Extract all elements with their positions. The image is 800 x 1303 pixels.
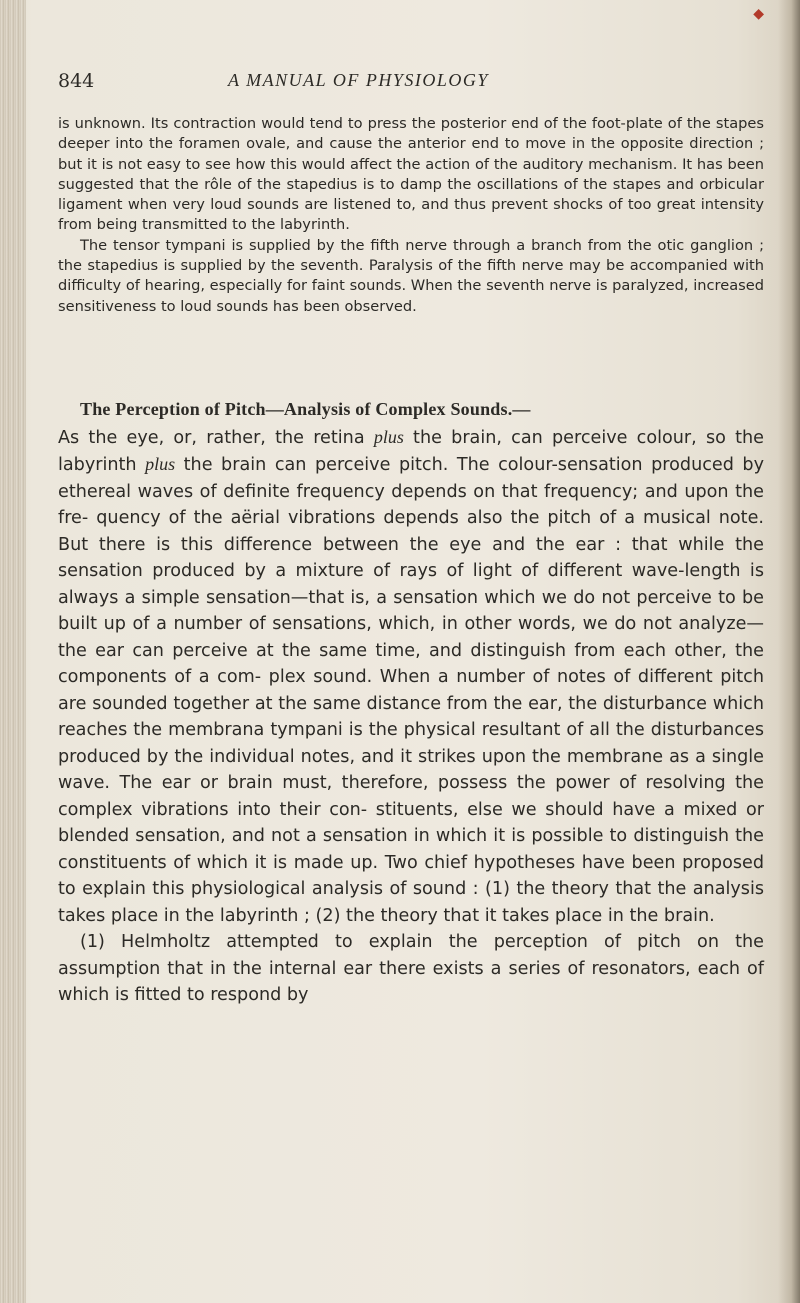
paragraph-3 <box>58 396 764 929</box>
paragraph-4: (1) Helmholtz attempted to explain the perception of pitch on the assumption that in the internal ear there exists a series of resonators, each of which is fitted to respond by <box>58 932 764 1005</box>
corner-mark-icon: ◆ <box>753 6 764 22</box>
paragraph-3-rest: the brain can perceive pitch. The colour-sensation produced by ethereal waves of definite frequency depends on that frequency; and upon the fre- quency of the aërial vibrations depends also the pitch of a musical note. But there is this difference between the eye and the ear : that while the sensation produced by a mixture of rays of light of different wave-length is always a simple sensation—that is, a sensation which we do not perceive to be built up of a number of sensations, which, in other words, we do not analyze—the ear can perceive at the same time, and distinguish from each other, the components of a com- plex sound. When a number of notes of different pitch are sounded together at the same distance from the ear, the disturbance which reaches the membrana tympani is the physical resultant of all the disturbances produced by the individual notes, and it strikes upon the membrane as a single wave. The ear or brain must, therefore, possess the power of resolving the complex vibrations into their con- stituents, else we should have a mixed or blended sensation, and not a sensation in which it is possible to distinguish the constituents of which it is made up. Two chief hypotheses have been proposed to explain this physiological analysis of sound : (1) the theory that the analysis takes place in the labyrinth ; (2) the theory that it takes place in the brain. <box>58 455 764 926</box>
italic-plus-1: plus <box>373 426 404 447</box>
paragraph-2: The tensor tympani is supplied by the fifth nerve through a branch from the otic ganglion ; the stapedius is supplied by the seventh. Paralysis of the fifth nerve may be accompanied with difficulty of hearing, especially for faint sounds. When the seventh nerve is paralyzed, increased sensitiveness to loud sounds has been observed. <box>58 236 764 315</box>
paragraph-1: is unknown. Its contraction would tend to press the posterior end of the foot-plate of the stapes deeper into the foramen ovale, and cause the anterior end to move in the opposite direction ; but it is not easy to see how this would affect the action of the auditory mechanism. It has been suggested that the rôle of the stapedius is to damp the oscillations of the stapes and orbicular ligament when very loud sounds are listened to, and thus prevent shocks of too great intensity from being transmitted to the labyrinth. <box>58 115 764 234</box>
page-edge-shadow <box>778 0 800 1303</box>
paragraph-3-mid: the brain, can perceive colour, so the labyrinth <box>58 427 764 475</box>
italic-plus-2: plus <box>145 454 176 474</box>
page-number: 844 <box>58 70 95 92</box>
binding-gutter <box>0 0 26 1303</box>
page-header <box>58 70 758 100</box>
paragraph-3-start: As the eye, or, rather, the retina <box>58 427 374 448</box>
section-heading: The Perception of Pitch—Analysis of Complex Sounds.— <box>80 399 531 419</box>
running-title: A MANUAL OF PHYSIOLOGY <box>228 70 489 90</box>
small-print-section <box>58 114 764 317</box>
main-text-section <box>58 396 764 1009</box>
